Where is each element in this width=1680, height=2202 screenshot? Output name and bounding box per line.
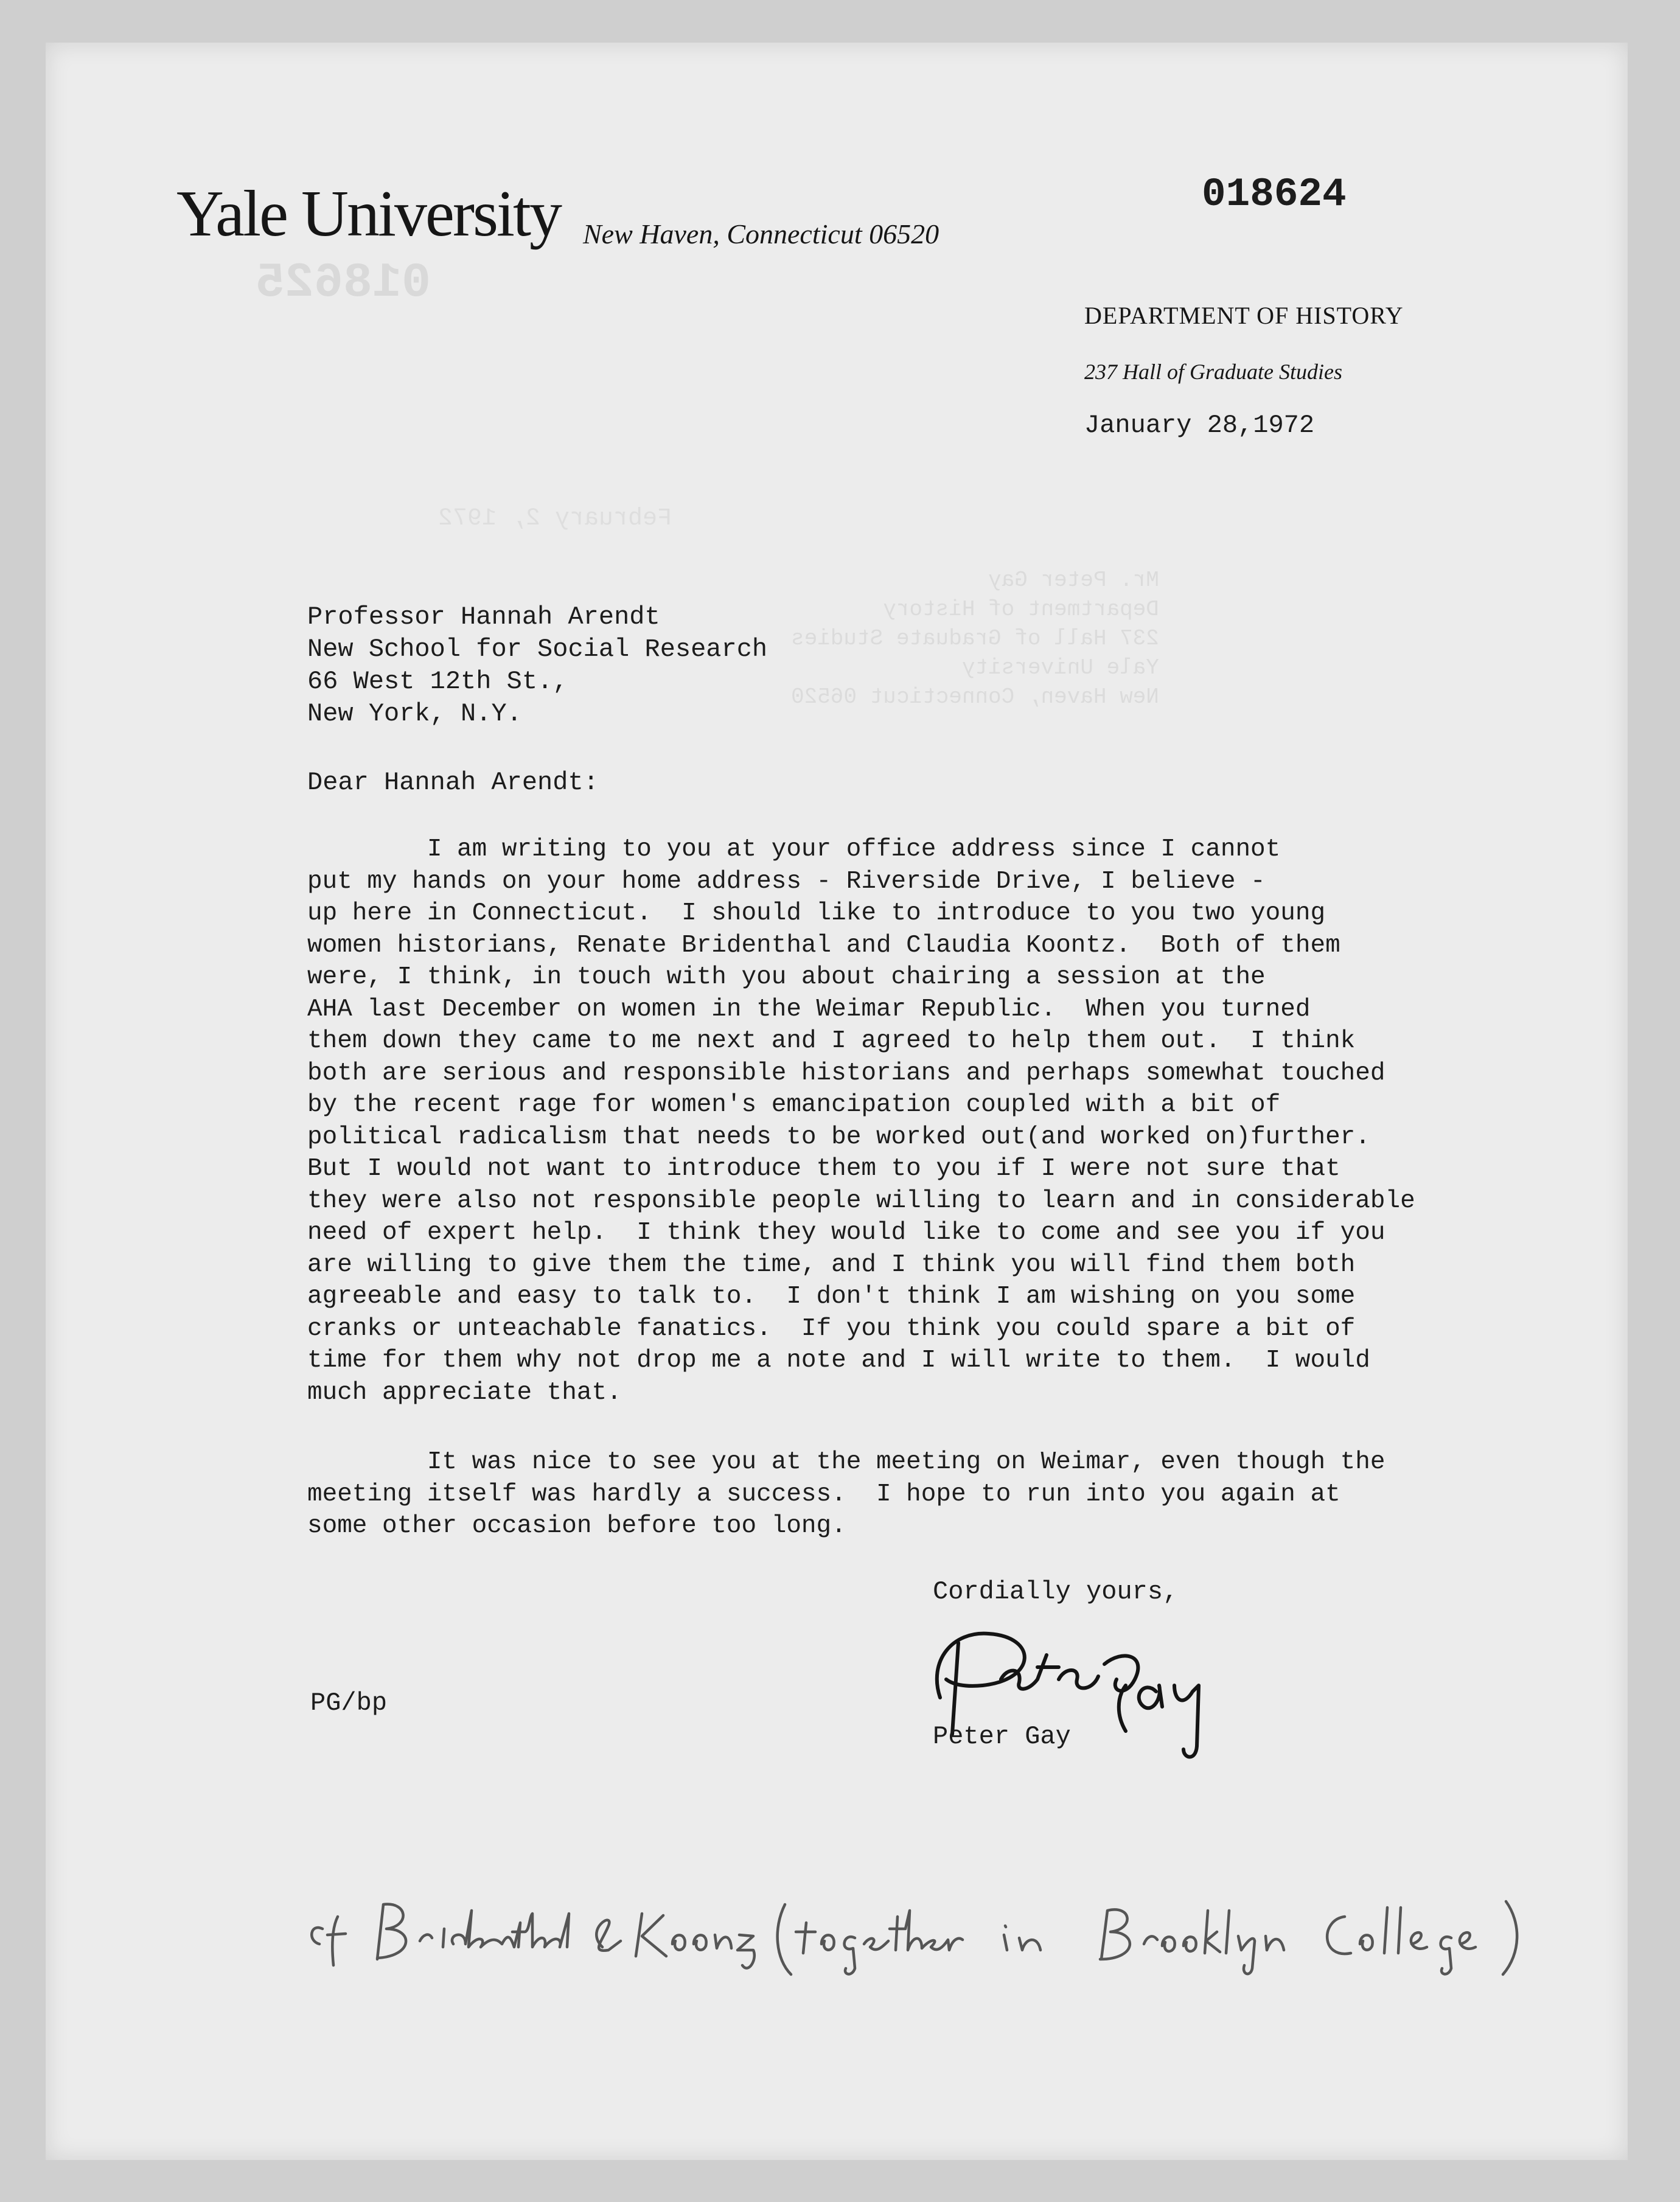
recipient-street: 66 West 12th St.,: [307, 667, 568, 696]
recipient-city: New York, N.Y.: [307, 699, 522, 728]
department-room: 237 Hall of Graduate Studies: [1084, 360, 1342, 384]
letterhead-institution: Yale University: [176, 178, 561, 250]
typist-initials: PG/bp: [310, 1688, 388, 1718]
document-number-stamp: 018624: [1202, 172, 1347, 217]
bleed-through-stamp: 018625: [256, 256, 431, 311]
closing: Cordially yours,: [933, 1577, 1179, 1606]
body-paragraph: I am writing to you at your office address since I cannot put my hands on your home address - Riverside Drive, I believe - up here in Connecticut. I should like to introduce to you two young women historians, Renate Bridenthal and Claudia Koontz. Both of them were, I think, in touch with you about chairing a session at the AHA last December on women in the Weimar Republic. When you turned them down they came to me next and I agreed to help them out. I think both are serious and responsible historians and perhaps somewhat touched by the recent rage for women's emancipation coupled with a bit of political radicalism that needs to be worked out(and worked on)further. But I would not want to introduce them to you if I were not sure that they were also not responsible people willing to learn and in considerable need of expert help. I think they would like to come and see you if you are willing to give them the time, and I think you will find them both agreeable and easy to talk to. I don't think I am wishing on you some cranks or unteachable fanatics. If you think you could spare a bit of time for them why not drop me a note and I will write to them. I would much appreciate that.: [307, 835, 1415, 1407]
salutation: Dear Hannah Arendt:: [307, 768, 599, 797]
department-name: DEPARTMENT OF HISTORY: [1084, 302, 1404, 329]
body-paragraph: It was nice to see you at the meeting on Weimar, even though the meeting itself was hardly a success. I hope to run into you again at some other occasion before too long.: [307, 1448, 1385, 1540]
signer-name: Peter Gay: [933, 1722, 1071, 1751]
recipient-name: Professor Hannah Arendt: [307, 602, 660, 632]
bleed-through-date: February 2, 1972: [438, 505, 672, 532]
handwritten-pencil-note: [298, 1868, 1546, 1990]
recipient-organization: New School for Social Research: [307, 635, 768, 664]
letterhead-address: New Haven, Connecticut 06520: [583, 218, 939, 249]
letter-date: January 28,1972: [1084, 411, 1315, 440]
bleed-through-address: Mr. Peter Gay Department of History 237 Hall of Graduate Studies Yale University New Haven, Connecticut 06520: [791, 568, 1159, 709]
